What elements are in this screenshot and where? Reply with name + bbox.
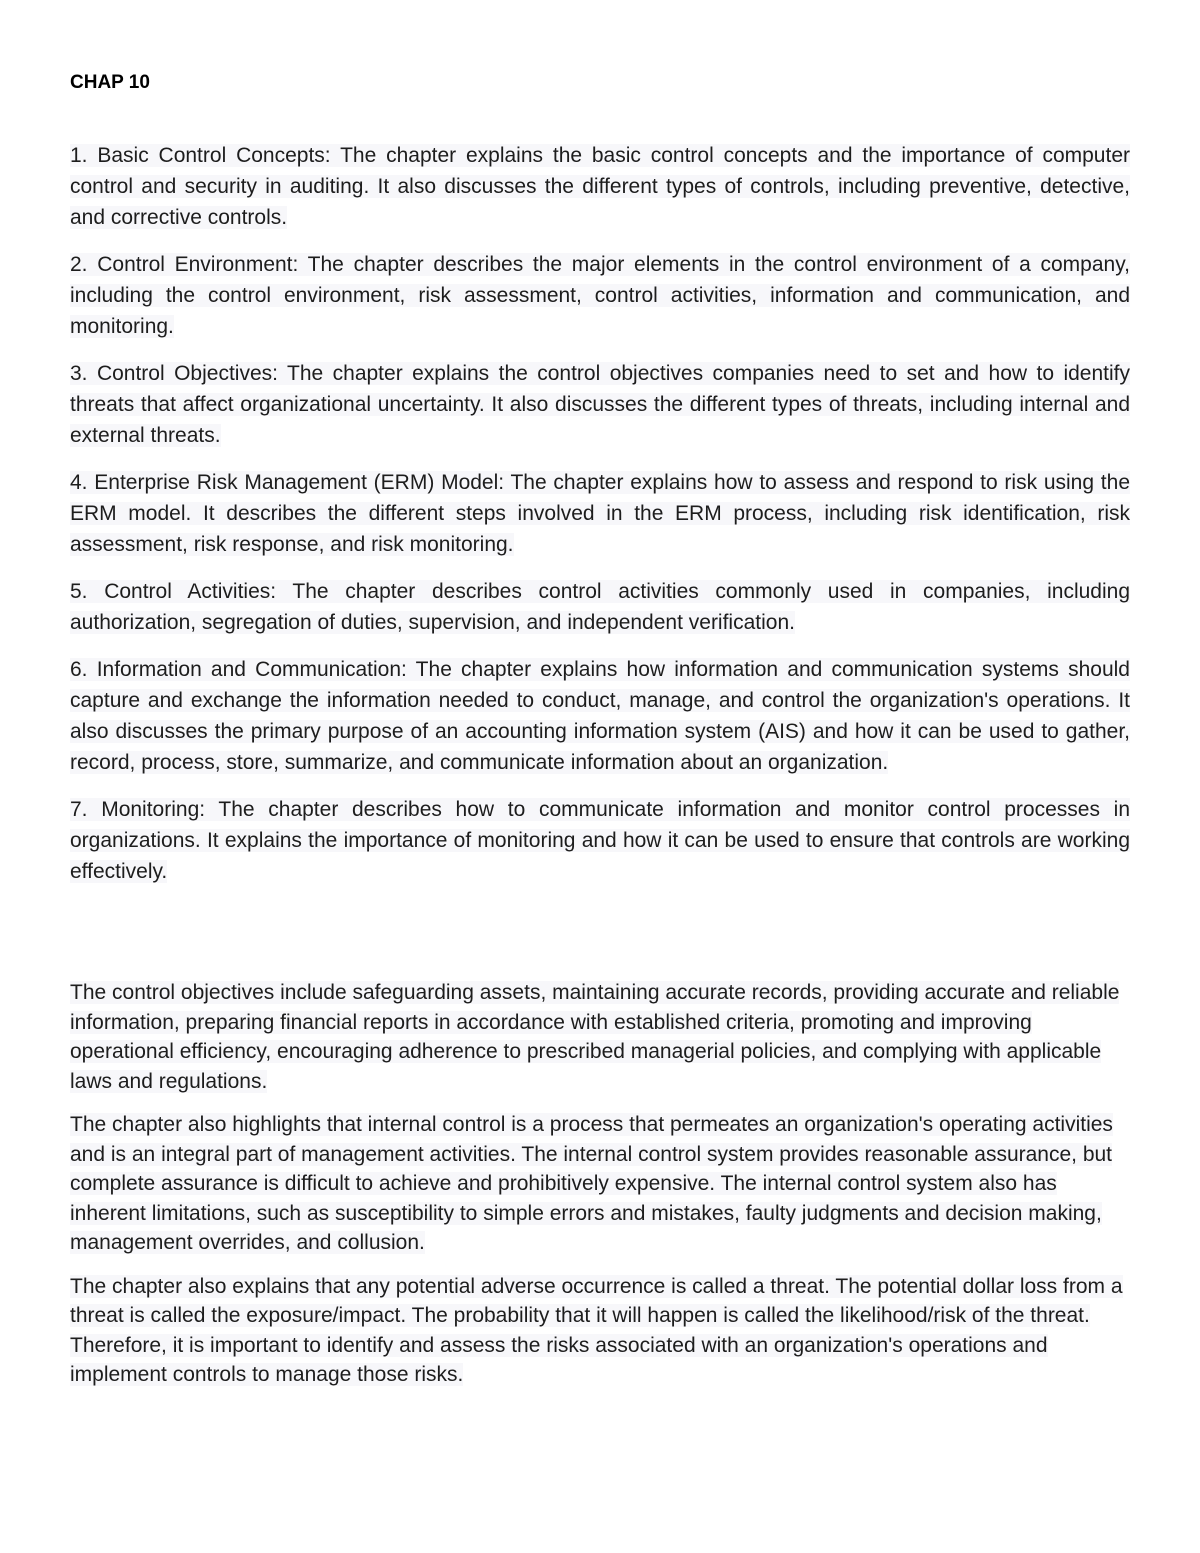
summary-paragraph-threats: The chapter also explains that any potential adverse occurrence is called a threat. The potential dollar loss from a threat is called the exposure/impact. The probability that it will happen is called the likelihood/risk of the threat. Therefore, it is important to identify and assess the risks associated with an organization's operations and implement controls to manage those risks.	[70, 1274, 1123, 1386]
point-information-communication: 6. Information and Communication: The chapter explains how information and communication systems should capture and exchange the information needed to conduct, manage, and control the organization's operations. It also discusses the primary purpose of an accounting information system (AIS) and how it can be used to gather, record, process, store, summarize, and communicate information about an organization.	[70, 658, 1130, 774]
summary-section	[70, 978, 1130, 1404]
numbered-points-list	[70, 140, 1130, 903]
point-control-activities: 5. Control Activities: The chapter describes control activities commonly used in companies, including authorization, segregation of duties, supervision, and independent verification.	[70, 580, 1130, 634]
point-basic-control-concepts: 1. Basic Control Concepts: The chapter explains the basic control concepts and the importance of computer control and security in auditing. It also discusses the different types of controls, including preventive, detective, and corrective controls.	[70, 144, 1130, 229]
point-control-objectives: 3. Control Objectives: The chapter explains the control objectives companies need to set and how to identify threats that affect organizational uncertainty. It also discusses the different types of threats, including internal and external threats.	[70, 362, 1130, 447]
summary-paragraph-control-objectives: The control objectives include safeguarding assets, maintaining accurate records, providing accurate and reliable information, preparing financial reports in accordance with established criteria, promoting and improving operational efficiency, encouraging adherence to prescribed managerial policies, and complying with applicable laws and regulations.	[70, 981, 1120, 1093]
point-monitoring: 7. Monitoring: The chapter describes how to communicate information and monitor control processes in organizations. It explains the importance of monitoring and how it can be used to ensure that controls are working effectively.	[70, 798, 1130, 883]
chapter-title: CHAP 10	[70, 72, 150, 93]
summary-paragraph-internal-control: The chapter also highlights that internal control is a process that permeates an organization's operating activities and is an integral part of management activities. The internal control system provides reasonable assurance, but complete assurance is difficult to achieve and prohibitively expensive. The internal control system also has inherent limitations, such as susceptibility to simple errors and mistakes, faulty judgments and decision making, management overrides, and collusion.	[70, 1113, 1113, 1254]
point-control-environment: 2. Control Environment: The chapter describes the major elements in the control environment of a company, including the control environment, risk assessment, control activities, information and communication, and monitoring.	[70, 253, 1130, 338]
point-erm-model: 4. Enterprise Risk Management (ERM) Model: The chapter explains how to assess and respond to risk using the ERM model. It describes the different steps involved in the ERM process, including risk identification, risk assessment, risk response, and risk monitoring.	[70, 471, 1130, 556]
